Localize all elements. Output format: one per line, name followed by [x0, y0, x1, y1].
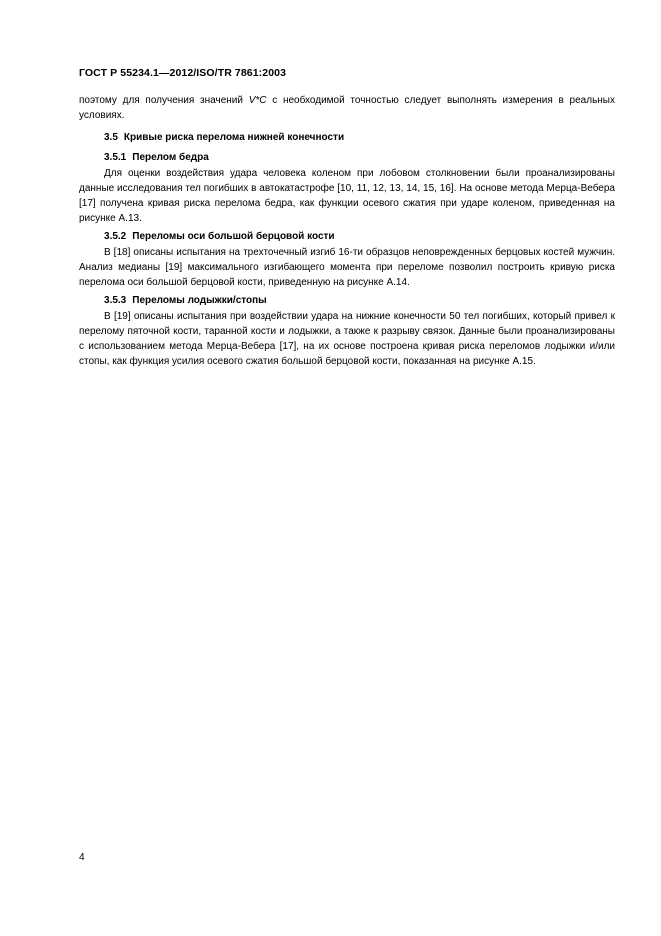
subsection-number: 3.5.1 — [104, 152, 127, 163]
subsection-heading-ankle — [79, 293, 615, 308]
subsection-heading-tibia — [79, 229, 615, 244]
subsection-heading-femur — [79, 150, 615, 165]
intro-symbol: V*C — [248, 95, 267, 106]
intro-text-before: поэтому для получения значений — [79, 95, 249, 106]
document-body — [79, 93, 615, 369]
subsection-number: 3.5.2 — [104, 231, 127, 242]
subsection-title: Перелом бедра — [132, 152, 209, 163]
subsection-title: Переломы оси большой берцовой кости — [132, 231, 335, 242]
document-header: ГОСТ Р 55234.1—2012/ISO/TR 7861:2003 — [79, 67, 287, 79]
subsection-title: Переломы лодыжки/стопы — [132, 295, 267, 306]
subsection-number: 3.5.3 — [104, 295, 127, 306]
page-number: 4 — [79, 852, 85, 863]
intro-text-after: с необходимой точностью следует выполнять измерения в реальных условиях. — [79, 95, 615, 121]
subsection-paragraph-femur: Для оценки воздействия удара человека коленом при лобовом столкновении были проанализированы данные исследования тел погибших в автокатастрофе [10, 11, 12, 13, 14, 15, 16]. На основе метода Мерца-Вебера [17] получена кривая риска перелома бедра, как функции осевого сжатия при ударе коленом, приведенная на рисунке А.13. — [79, 168, 615, 224]
section-number: 3.5 — [104, 132, 118, 143]
subsection-paragraph-ankle: В [19] описаны испытания при воздействии удара на нижние конечности 50 тел погибших, который привел к перелому пяточной кости, таранной кости и лодыжки, а также к разрыву связок. Данные были проанализированы с использованием метода Мерца-Вебера [17], на их основе построена кривая риска переломов лодыжки и/или стопы, как функция усилия осевого сжатия большой берцовой кости, показанная на рисунке А.15. — [79, 311, 615, 367]
subsection-paragraph-tibia: В [18] описаны испытания на трехточечный изгиб 16-ти образцов неповрежденных берцовых костей мужчин. Анализ медианы [19] максимального изгибающего момента при переломе позволил построить кривую риска перелома оси большой берцовой кости, приведенную на рисунке А.14. — [79, 247, 615, 288]
section-title: Кривые риска перелома нижней конечности — [123, 132, 345, 143]
intro-paragraph — [79, 93, 615, 123]
section-heading — [79, 130, 615, 145]
